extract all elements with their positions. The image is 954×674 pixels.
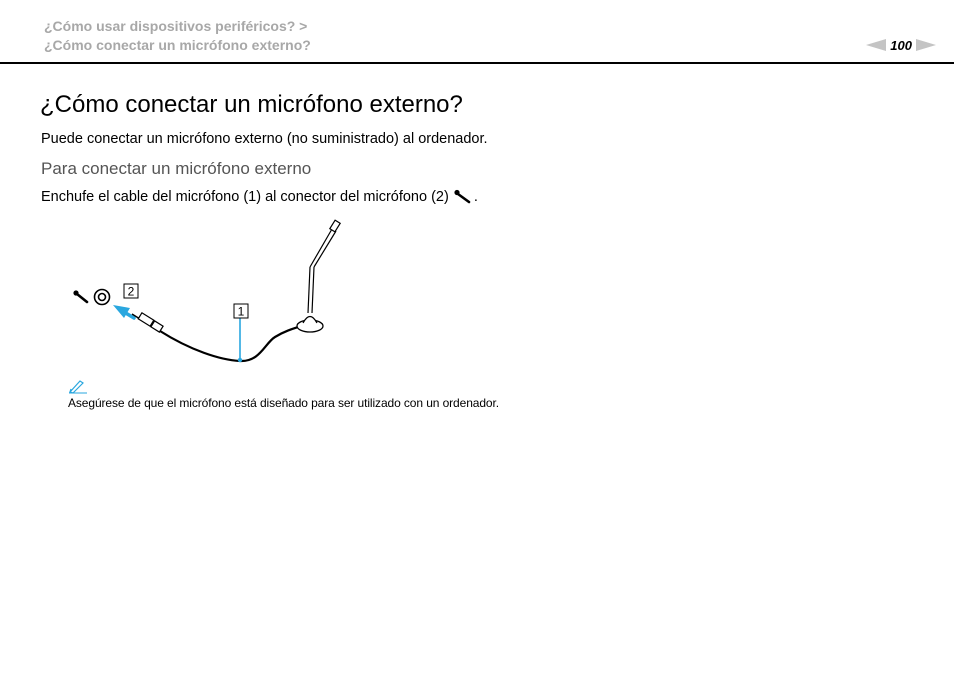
microphone-icon: [452, 189, 474, 205]
note-text: Asegúrese de que el micrófono está diseñado para ser utilizado con un ordenador.: [68, 396, 499, 410]
microphone-jack-icon: [95, 290, 110, 305]
callout-1-label: 1: [237, 304, 245, 319]
microphone-connection-illustration: [60, 215, 380, 375]
breadcrumb: [44, 17, 311, 55]
callout-2-label: 2: [127, 284, 135, 299]
page-navigation: [866, 36, 936, 54]
pencil-note-icon: [68, 378, 88, 394]
step-text: Enchufe el cable del micrófono (1) al conector del micrófono (2): [41, 189, 449, 205]
microphone-cable: [160, 323, 310, 361]
callout-1: [234, 304, 248, 362]
previous-page-icon[interactable]: [866, 39, 886, 51]
breadcrumb-current[interactable]: ¿Cómo conectar un micrófono externo?: [44, 37, 311, 53]
callout-2: [124, 284, 138, 299]
next-page-icon[interactable]: [916, 39, 936, 51]
page-number: 100: [890, 37, 912, 53]
microphone-plug: [132, 313, 163, 332]
intro-text: Puede conectar un micrófono externo (no suministrado) al ordenador.: [41, 131, 488, 147]
page-header: [0, 0, 954, 64]
microphone-symbol-icon: [73, 290, 87, 302]
step-end: .: [473, 189, 478, 205]
procedure-heading: Para conectar un micrófono externo: [41, 159, 312, 178]
procedure-step: [41, 188, 478, 206]
header-divider: [0, 62, 954, 64]
page-title: ¿Cómo conectar un micrófono externo?: [40, 91, 463, 118]
external-microphone: [297, 220, 340, 332]
insert-direction-arrow: [113, 305, 134, 318]
breadcrumb-link-perifericos[interactable]: ¿Cómo usar dispositivos periféricos? >: [44, 18, 308, 34]
